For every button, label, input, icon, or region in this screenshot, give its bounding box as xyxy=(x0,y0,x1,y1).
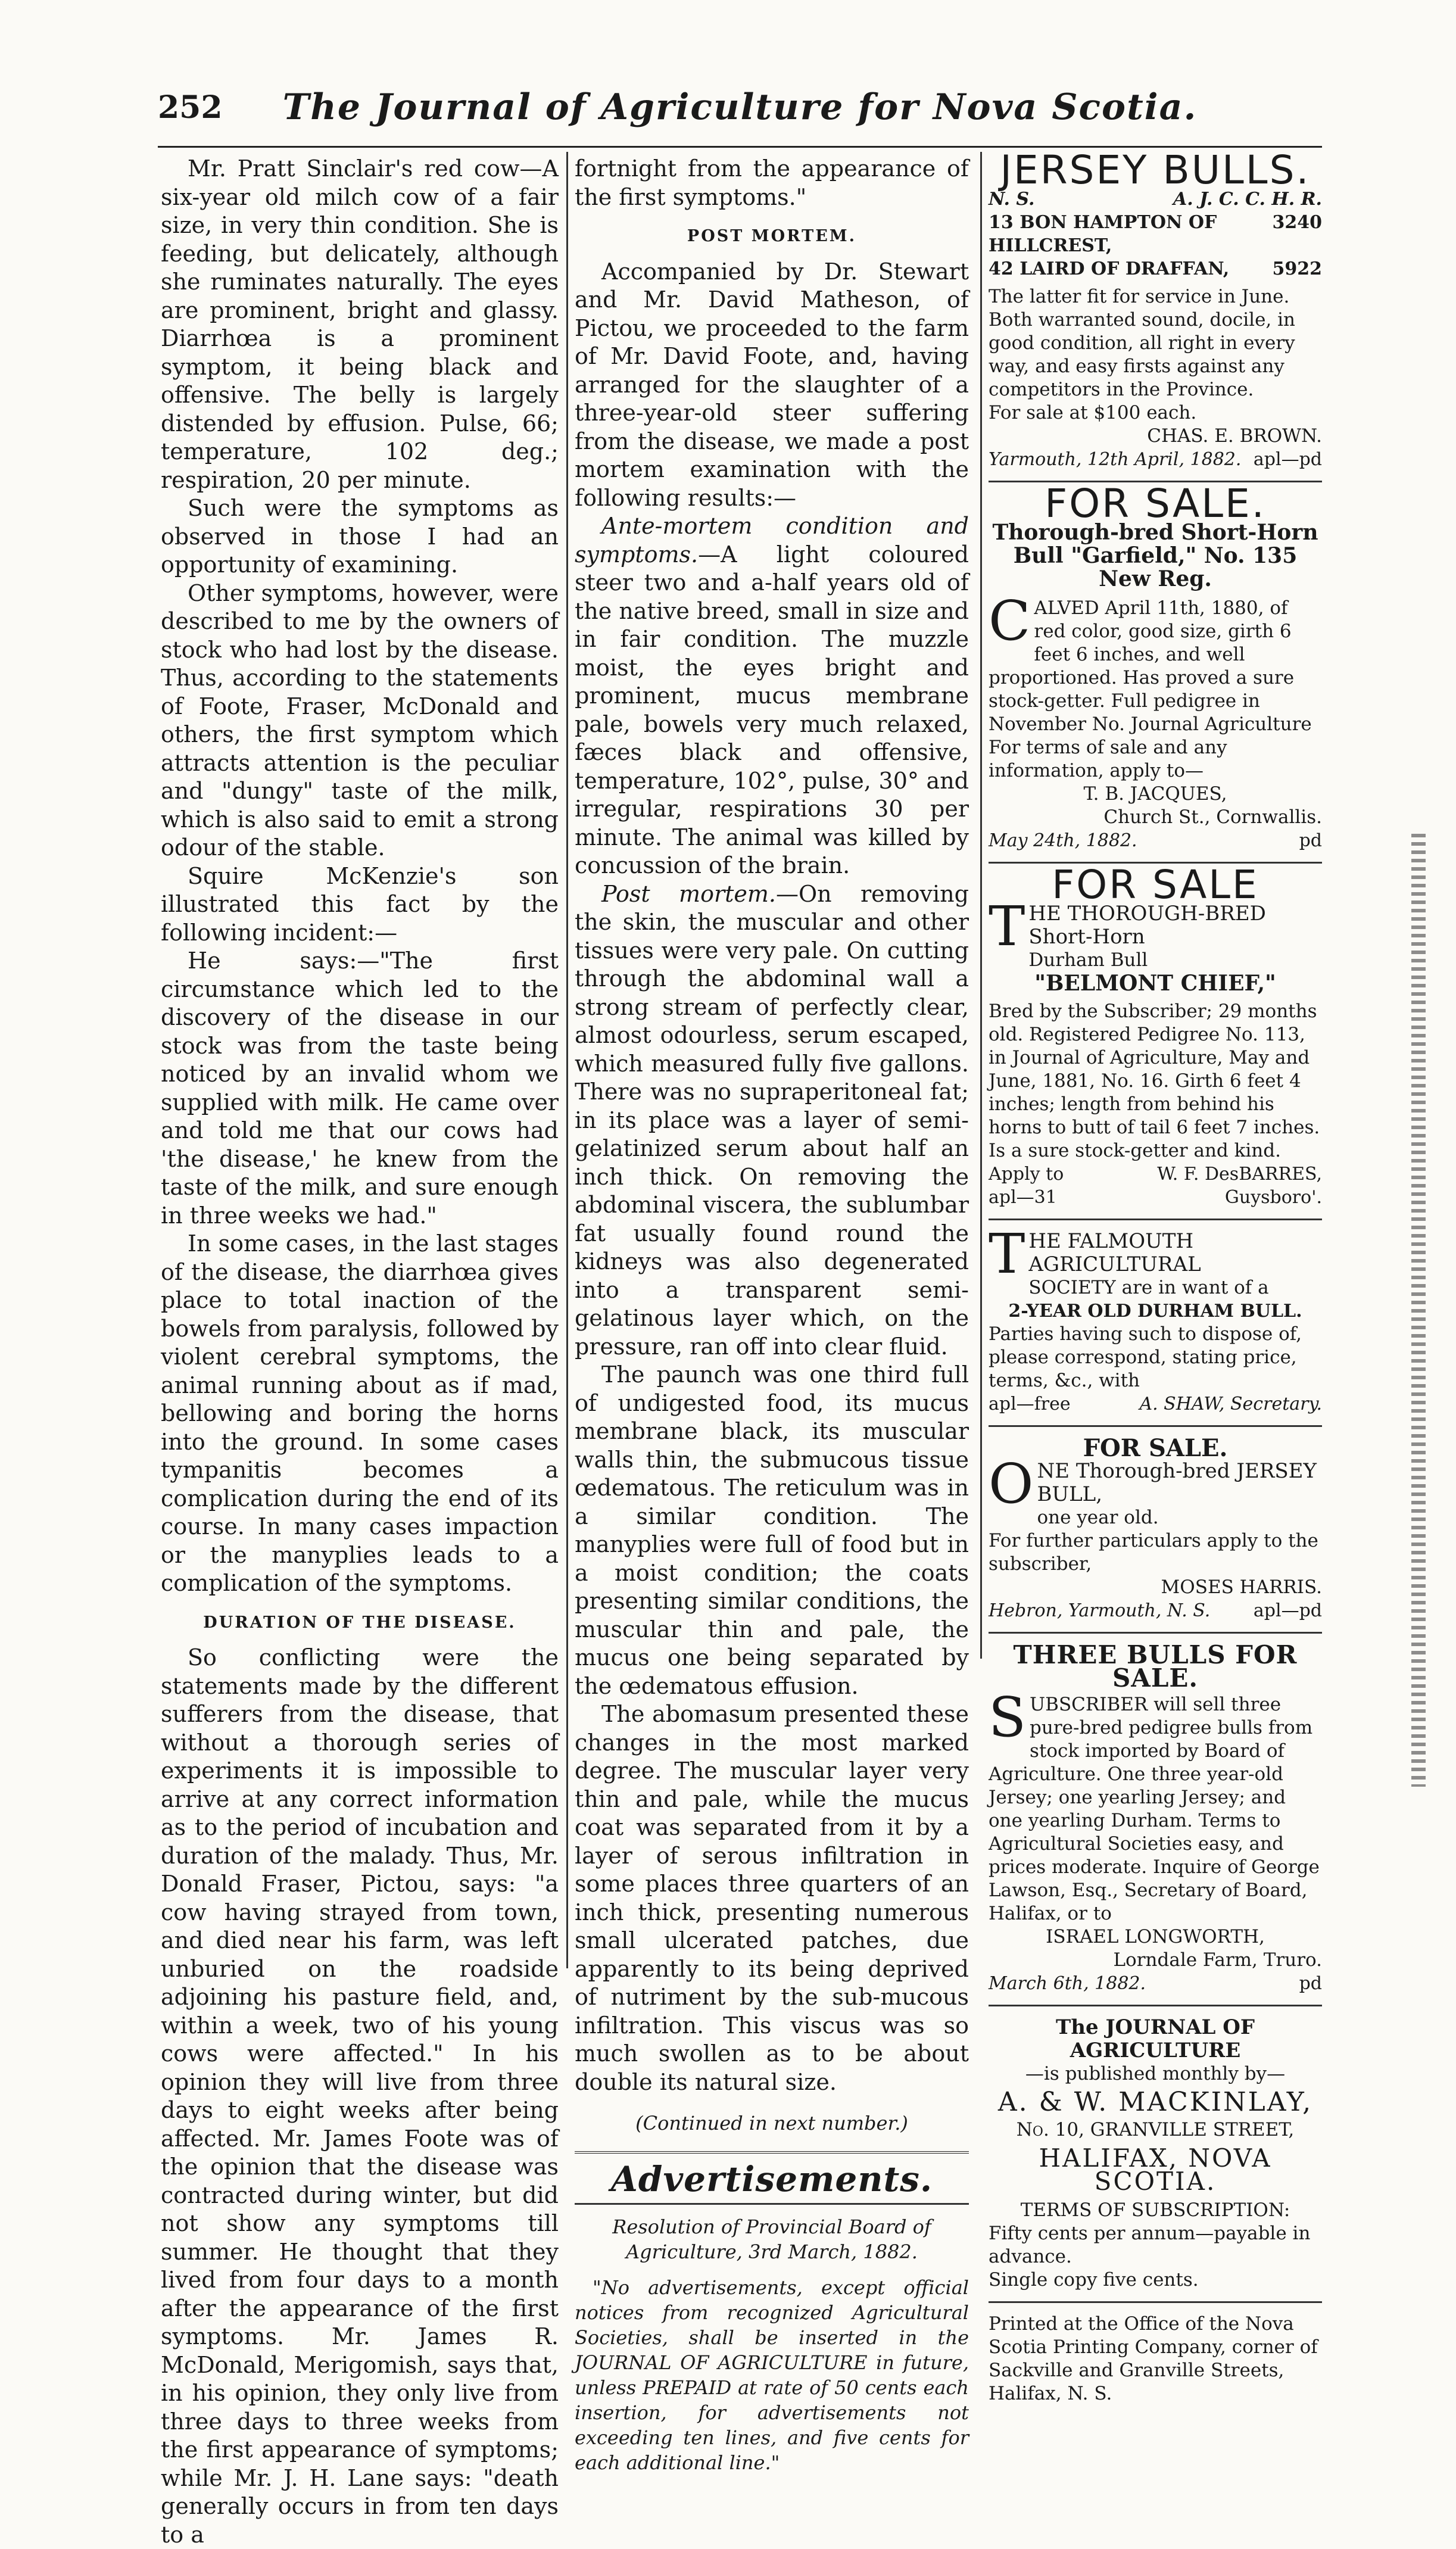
divider xyxy=(989,2301,1322,2303)
ad-title: FOR SALE xyxy=(1052,862,1259,908)
publisher-line: The JOURNAL OF AGRICULTURE xyxy=(1055,2015,1255,2062)
ad-place: Guysboro'. xyxy=(1224,1187,1322,1208)
ad-title: THREE BULLS FOR SALE. xyxy=(1013,1640,1298,1693)
scan-edge-mark xyxy=(1411,834,1426,1787)
ad-signer: W. F. DesBARRES, xyxy=(1157,1164,1322,1185)
resolution-text: "No advertisements, except official notices from recognized Agricultural Societies, shall be inserted in the JOURNAL OF AGRICULTURE in future, unless PREPAID at rate of 50 cents each insertion, for advertisements not exceeding ten lines, and five cents for each additional line." xyxy=(575,2276,969,2474)
ad-line: one year old. xyxy=(1037,1507,1159,1528)
ad-code: pd xyxy=(1299,1973,1322,1994)
publisher-box xyxy=(989,2016,1322,2292)
column-divider xyxy=(980,152,982,1659)
column-divider xyxy=(566,152,568,1968)
ad-footer xyxy=(989,829,1322,852)
ad-body: Parties having such to dispose of, please correspond, stating price, terms, &c., with xyxy=(989,1323,1302,1391)
paragraph: The abomasum presented these changes in the most marked degree. The muscular layer very thin and pale, while the mucus coat was separated from it by a layer of serous infiltration in some places three quarters of an inch thick, presenting numerous small ulcerated patches, due apparently to its being deprived of nutriment by the sub-mucous infiltration. This viscus was so much swollen as to be about double its natural size. xyxy=(575,1701,969,2095)
paragraph: He says:—"The first circumstance which led to the discovery of the disease in our stock was from the taste being noticed by an invalid whom we supplied with milk. He came over and told me that our cows had 'the disease,' he knew from the taste of the milk, and sure enough in three weeks we had." xyxy=(161,948,559,1229)
paragraph xyxy=(575,880,969,1361)
printer-note: Printed at the Office of the Nova Scotia Printing Company, corner of Sackville and Granville Streets, Halifax, N. S. xyxy=(989,2313,1318,2404)
divider xyxy=(989,1219,1322,1220)
ad-apply: Apply to xyxy=(989,1164,1064,1185)
ad-head-right: A. J. C. C. H. R. xyxy=(1173,189,1322,210)
section-heading: POST MORTEM. xyxy=(687,227,857,245)
ad-row-left: 13 BON HAMPTON OF HILLCREST, xyxy=(989,212,1217,256)
drop-cap: S xyxy=(989,1685,1027,1749)
divider xyxy=(575,2151,969,2154)
run-in-title: Ante-mortem condition and symptoms. xyxy=(575,513,969,568)
ad-body: ALVED April 11th, 1880, of red color, good size, girth 6 feet 6 inches, and well proportioned. Has proved a sure stock-getter. Full pedigree in November No. Journal Agriculture For terms of sale and any information, apply to— xyxy=(989,597,1312,781)
page-number: 252 xyxy=(158,89,223,126)
terms-line: Single copy five cents. xyxy=(989,2269,1199,2291)
terms-line: Fifty cents per annum—payable in advance. xyxy=(989,2223,1311,2267)
paragraph: fortnight from the appearance of the first symptoms." xyxy=(575,155,969,210)
ad-wanted: 2-YEAR OLD DURHAM BULL. xyxy=(1008,1301,1302,1322)
ad-line: SOCIETY are in want of a xyxy=(1028,1277,1269,1298)
divider xyxy=(989,2005,1322,2006)
ad-subtitle: Thorough-bred Short-Horn Bull "Garfield," No. 135 New Reg. xyxy=(992,520,1318,591)
ad-three-bulls xyxy=(989,1640,1322,1995)
publisher-line: —is published monthly by— xyxy=(1025,2063,1286,2084)
paragraph: Other symptoms, however, were described to me by the owners of stock who had lost by the disease. Thus, according to the statements of Foote, Fraser, McDonald and others, the first symptom which attracts attention is the peculiar and "dungy" taste of the milk, which is also said to emit a strong odour of the stable. xyxy=(161,579,559,861)
article-column-1 xyxy=(161,155,559,2549)
ad-address: Church St., Cornwallis. xyxy=(1103,806,1322,828)
ad-footer xyxy=(989,1972,1322,1995)
ad-footer xyxy=(989,1163,1322,1186)
ad-line: HE FALMOUTH AGRICULTURAL xyxy=(1028,1229,1201,1276)
ad-code: apl—free xyxy=(989,1394,1071,1414)
ad-address: Lorndale Farm, Truro. xyxy=(1113,1949,1322,1971)
paragraph: The paunch was one third full of undigested food, its mucus membrane black, its muscular walls thin, the submucous tissue œdematous. The reticulum was in a similar condition. The manyplies were full of food but in a moist condition; the coats presenting similar conditions, the muscular thin and pale, the mucus one being separated by the œdematous effusion. xyxy=(575,1361,969,1699)
section-heading: DURATION OF THE DISEASE. xyxy=(203,1613,516,1632)
ad-signer: T. B. JACQUES, xyxy=(1083,783,1227,805)
ad-body: UBSCRIBER will sell three pure-bred pedigree bulls from stock imported by Board of Agriculture. One three year-old Jersey; one yearling Jersey; and one yearling Durham. Terms to Agricultural Societies easy, and prices moderate. Inquire of George Lawson, Esq., Secretary of Board, Halifax, or to xyxy=(989,1694,1320,1924)
resolution-title: Resolution of Provincial Board of Agriculture, 3rd March, 1882. xyxy=(612,2215,931,2263)
ad-heading-block xyxy=(989,895,1322,972)
ad-line: HE THOROUGH-BRED Short-Horn xyxy=(1028,902,1266,949)
ad-footer xyxy=(989,1599,1322,1622)
paragraph-text: —On removing the skin, the muscular and other tissues were very pale. On cutting through the abdominal wall a strong stream of perfectly clear, almost odourless, serum escaped, which measured fully five gallons. There was no supraperitoneal fat; in its place was a layer of semi-gelatinized serum about half an inch thick. On removing the abdominal viscera, the sublumbar fat usually found round the kidneys was also degenerated into a transparent semi-gelatinous layer which, on the pressure, ran off into clear fluid. xyxy=(575,880,969,1360)
paragraph: Such were the symptoms as observed in those I had an opportunity of examining. xyxy=(161,495,559,578)
paragraph: Accompanied by Dr. Stewart and Mr. David Matheson, of Pictou, we proceeded to the farm of Mr. David Foote, and, having arranged for the slaughter of a three-year-old steer suffering from the disease, we made a post mortem examination with the following results:— xyxy=(575,258,969,511)
ad-table-row xyxy=(989,257,1322,281)
ad-title: FOR SALE. xyxy=(1083,1434,1228,1462)
ad-footer xyxy=(989,1392,1322,1416)
ad-signer: MOSES HARRIS. xyxy=(1161,1576,1322,1598)
publisher-city: HALIFAX, NOVA SCOTIA. xyxy=(1039,2143,1272,2196)
ad-for-sale-belmont-chief xyxy=(989,862,1322,1209)
ad-code: apl—pd xyxy=(1253,449,1322,470)
ad-falmouth-society xyxy=(989,1222,1322,1416)
ad-row-left: 42 LAIRD OF DRAFFAN, xyxy=(989,258,1230,279)
divider xyxy=(989,1425,1322,1427)
ad-title: FOR SALE. xyxy=(1045,481,1266,526)
divider xyxy=(575,2203,969,2205)
ad-body: The latter fit for service in June. Both warranted sound, docile, in good condition, all right in every way, and easy firsts against any competitors in the Province. xyxy=(989,286,1296,400)
publisher-street: No. 10, GRANVILLE STREET, xyxy=(1016,2119,1295,2140)
run-in-title: Post mortem. xyxy=(601,880,776,907)
drop-cap: C xyxy=(989,589,1031,653)
ad-row-right: 3240 xyxy=(1272,212,1322,233)
drop-cap: T xyxy=(989,1222,1025,1286)
continued-note: (Continued in next number.) xyxy=(635,2112,908,2134)
ad-signer: CHAS. E. BROWN. xyxy=(1147,425,1322,447)
ad-place: Hebron, Yarmouth, N. S. xyxy=(989,1600,1211,1621)
ad-place-date: Yarmouth, 12th April, 1882. xyxy=(989,449,1242,470)
ad-heading-block xyxy=(989,1452,1322,1529)
ad-code: pd xyxy=(1299,830,1322,851)
paragraph: Mr. Pratt Sinclair's red cow—A six-year old milch cow of a fair size, in very thin condition. She is feeding, but delicately, although she ruminates naturally. The eyes are prominent, bright and glassy. Diarrhœa is a prominent symptom, it being black and offensive. The belly is largely distended by effusion. Pulse, 66; temperature, 102 deg.; respiration, 20 per minute. xyxy=(161,155,559,493)
ad-code: apl—pd xyxy=(1253,1600,1322,1621)
ad-date: March 6th, 1882. xyxy=(989,1973,1146,1994)
ad-heading-block xyxy=(989,1222,1322,1300)
paragraph xyxy=(575,512,969,880)
ad-code: apl—31 xyxy=(989,1187,1057,1208)
ad-line: Durham Bull xyxy=(1028,949,1148,971)
ad-line: NE Thorough-bred JERSEY BULL, xyxy=(1037,1459,1317,1506)
drop-cap: T xyxy=(989,895,1025,958)
page-header xyxy=(158,83,1322,143)
ad-bull-name: "BELMONT CHIEF," xyxy=(1034,971,1276,996)
ad-footer xyxy=(989,448,1322,471)
paragraph-text: —A light coloured steer two and a-half years old of the native breed, small in size and in fair condition. The muzzle moist, the eyes bright and prominent, mucus membrane pale, bowels very much relaxed, fæces black and offensive, temperature, 102°, pulse, 30° and irregular, respirations 30 per minute. The animal was killed by concussion of the brain. xyxy=(575,541,969,878)
ad-body-block xyxy=(989,1685,1322,1925)
paragraph: In some cases, in the last stages of the disease, the diarrhœa gives place to total inaction of the bowels from paralysis, followed by violent cerebral symptoms, the animal running about as if mad, bellowing and boring the horns into the ground. In some cases tympanitis becomes a complication during the end of its course. In many cases impaction or the manyplies leads to a complication of the symptoms. xyxy=(161,1230,559,1596)
ad-jersey-bulls xyxy=(989,147,1322,471)
publisher-name: A. & W. MACKINLAY, xyxy=(997,2087,1313,2117)
ad-for-sale-jersey xyxy=(989,1436,1322,1622)
paragraph: Squire McKenzie's son illustrated this fact by the following incident:— xyxy=(161,862,559,946)
drop-cap: O xyxy=(989,1452,1034,1516)
ad-footer xyxy=(989,1186,1322,1209)
paragraph: So conflicting were the statements made by the different sufferers from the disease, that without a thorough series of experiments it is impossible to arrive at any correct information as to the period of incubation and duration of the malady. Thus, Mr. Donald Fraser, Pictou, says: "a cow having strayed from town, and died near his farm, was left unburied on the roadside adjoining his pasture field, and, within a week, two of his young cows were affected." In his opinion they will live from three days to eight weeks after being affected. Mr. James Foote was of the opinion that the disease was contracted during winter, but did not show any symptoms till summer. He thought that they lived from four days to a month after the appearance of the first symptoms. Mr. James R. McDonald, Merigomish, says that, in his opinion, they only live from three days to three weeks from the first appearance of symptoms; while Mr. J. H. Lane says: "death generally occurs in from ten days to a xyxy=(161,1644,559,2548)
resolution-notice xyxy=(575,2214,969,2475)
terms-heading: TERMS OF SUBSCRIPTION: xyxy=(1020,2199,1290,2221)
ad-price: For sale at $100 each. xyxy=(989,402,1197,423)
ad-body: For further particulars apply to the subscriber, xyxy=(989,1530,1318,1575)
journal-title: The Journal of Agriculture for Nova Scotia. xyxy=(282,86,1198,128)
ad-signer: ISRAEL LONGWORTH, xyxy=(1046,1926,1265,1947)
ad-body-block xyxy=(989,589,1322,783)
ad-for-sale-garfield xyxy=(989,481,1322,852)
ad-signer: A. SHAW, Secretary. xyxy=(1139,1394,1322,1414)
ad-head-left: N. S. xyxy=(989,189,1035,210)
ad-date: May 24th, 1882. xyxy=(989,830,1137,851)
ad-table-row xyxy=(989,211,1322,257)
article-column-2 xyxy=(575,155,969,2475)
ad-body: Bred by the Subscriber; 29 months old. Registered Pedigree No. 113, in Journal of Agriculture, May and June, 1881, No. 16. Girth 6 feet 4 inches; length from behind his horns to butt of tail 6 feet 7 inches. Is a sure stock-getter and kind. xyxy=(989,1001,1320,1161)
divider xyxy=(989,1632,1322,1634)
advertisements-heading: Advertisements. xyxy=(610,2158,933,2199)
ads-column xyxy=(989,147,1322,2405)
ad-row-right: 5922 xyxy=(1272,258,1322,279)
ad-title: JERSEY BULLS. xyxy=(1000,147,1311,193)
